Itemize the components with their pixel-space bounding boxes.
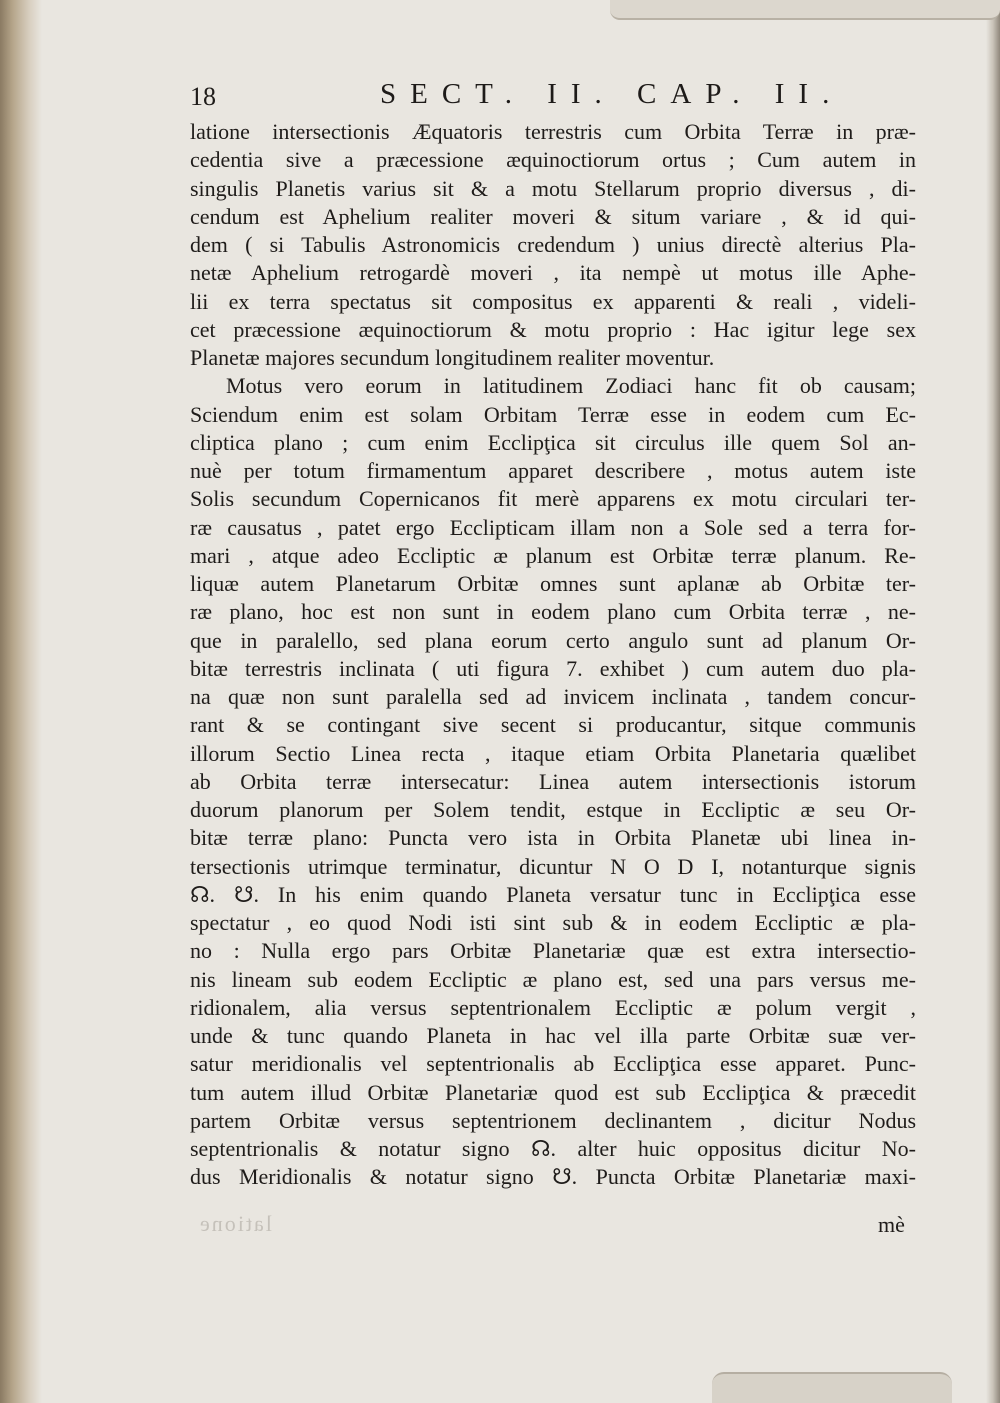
text-line: ræ plano, hoc est non sunt in eodem plano cum Orbita terræ , ne- <box>190 599 916 625</box>
text-line: no : Nulla ergo pars Orbitæ Planetariæ quæ est extra intersectio- <box>190 938 916 964</box>
text-line: ab Orbita terræ intersecatur: Linea autem intersectionis istorum <box>190 768 916 794</box>
bleed-through-text: latione <box>198 1211 272 1236</box>
text-line: dus Meridionalis & notatur signo ☋. Puncta Orbitæ Planetariæ maxi- <box>190 1164 916 1190</box>
text-line: cet præcessione æquinoctiorum & motu proprio : Hac igitur lege sex <box>190 316 916 342</box>
text-line: bitæ terræ plano: Puncta vero ista in Orbita Planetæ ubi linea in- <box>190 825 916 851</box>
text-line: unde & tunc quando Planeta in hac vel illa parte Orbitæ suæ ver- <box>190 1023 916 1048</box>
text-line: Sciendum enim est solam Orbitam Terræ esse in eodem cum Ec- <box>190 401 916 427</box>
text-line: liquæ autem Planetarum Orbitæ omnes sunt aplanæ ab Orbitæ ter- <box>190 571 916 596</box>
text-line: lii ex terra spectatus sit compositus ex apparenti & reali , videli- <box>190 288 916 314</box>
text-line: satur meridionalis vel septentrionalis ab Ecclipţica esse apparet. Punc- <box>190 1051 916 1077</box>
paragraph-start-line: Motus vero eorum in latitudinem Zodiaci hanc fit ob causam; <box>226 373 916 399</box>
text-line: Solis secundum Copernicanos fit merè apparens ex motu circulari ter- <box>190 486 916 512</box>
text-line: ræ causatus , patet ergo Ecclipticam illam non a Sole sed a terra for- <box>190 514 916 540</box>
running-head: SECT. II. CAP. II. <box>380 78 844 110</box>
page-edge <box>986 0 1000 1403</box>
text-line: mari , atque adeo Eccliptic æ planum est Orbitæ terræ planum. Re- <box>190 542 916 568</box>
page-number: 18 <box>190 82 216 111</box>
text-line: spectatur , eo quod Nodi isti sint sub & in eodem Eccliptic æ pla- <box>190 910 916 935</box>
text-line: que in paralello, sed plana eorum certo angulo sunt ad planum Or- <box>190 627 916 653</box>
text-line: rant & se contingant sive secent si producantur, sitque communis <box>190 712 916 738</box>
body-text <box>190 118 916 1192</box>
text-line: illorum Sectio Linea recta , itaque etiam Orbita Planetaria quælibet <box>190 740 916 766</box>
text-line: nis lineam sub eodem Eccliptic æ plano est, sed una pars versus me- <box>190 966 916 992</box>
scanner-clip-bottom <box>712 1372 952 1403</box>
text-line: na quæ non sunt paralella sed ad invicem inclinata , tandem concur- <box>190 684 916 709</box>
text-line: nuè per totum firmamentum apparet describere , motus autem iste <box>190 458 916 483</box>
text-line: cliptica plano ; cum enim Ecclipţica sit circulus ille quem Sol an- <box>190 429 916 455</box>
text-line: bitæ terrestris inclinata ( uti figura 7. exhibet ) cum autem duo pla- <box>190 655 916 681</box>
text-line: tum autem illud Orbitæ Planetariæ quod est sub Ecclipţica & præcedit <box>190 1079 916 1105</box>
catchword: mè <box>878 1212 905 1237</box>
text-line: cedentia sive a præcessione æquinoctiorum ortus ; Cum autem in <box>190 147 916 173</box>
text-line: Planetæ majores secundum longitudinem realiter moventur. <box>190 345 715 370</box>
text-line: duorum planorum per Solem tendit, estque in Eccliptic æ seu Or- <box>190 797 916 822</box>
gutter-shadow <box>0 0 42 1403</box>
scanner-clip-top <box>610 0 1000 20</box>
text-line: ☊. ☋. In his enim quando Planeta versatur tunc in Ecclipţica esse <box>190 881 916 907</box>
text-line: partem Orbitæ versus septentrionem declinantem , dicitur Nodus <box>190 1107 916 1133</box>
text-line: cendum est Aphelium realiter moveri & situm variare , & id qui- <box>190 203 916 229</box>
page-header <box>190 78 930 118</box>
text-line: latione intersectionis Æquatoris terrestris cum Orbita Terræ in præ- <box>190 119 916 144</box>
text-line: septentrionalis & notatur signo ☊. alter huic oppositus dicitur No- <box>190 1136 916 1161</box>
text-line: ridionalem, alia versus septentrionalem Eccliptic æ polum vergit , <box>190 994 916 1020</box>
text-line: dem ( si Tabulis Astronomicis credendum ) unius directè alterius Pla- <box>190 232 916 257</box>
text-line: singulis Planetis varius sit & a motu Stellarum proprio diversus , di- <box>190 175 916 201</box>
text-line: netæ Aphelium retrogardè moveri , ita nempè ut motus ille Aphe- <box>190 260 916 286</box>
text-line: tersectionis utrimque terminatur, dicuntur N O D I, notanturque signis <box>190 853 916 879</box>
